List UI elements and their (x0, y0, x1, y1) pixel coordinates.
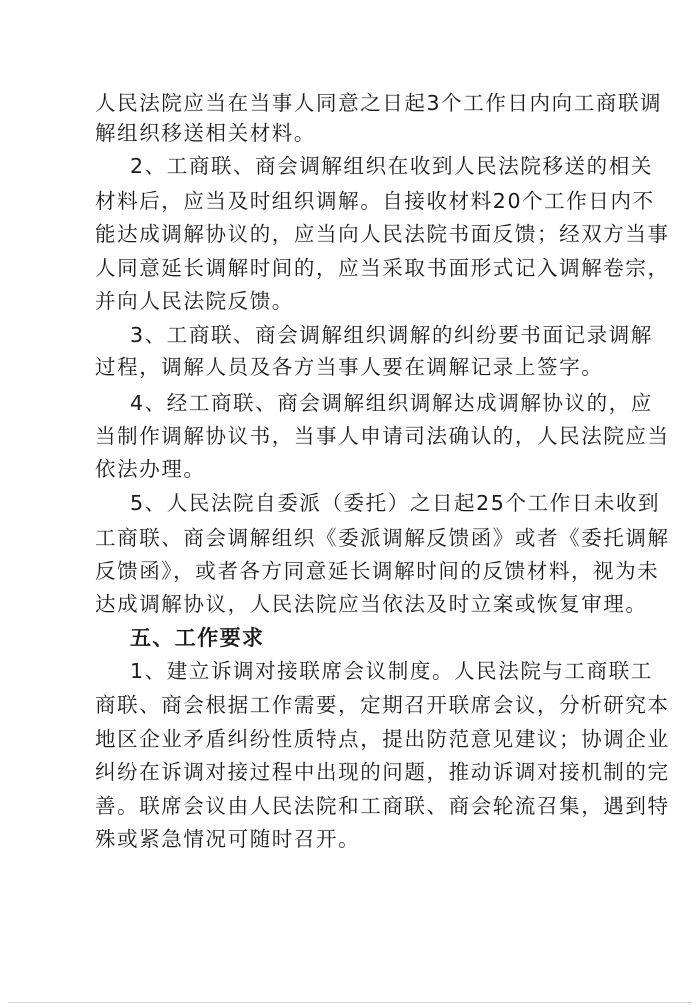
section-heading: 五、工作要求 (130, 626, 265, 650)
text-line: 材料后，应当及时组织调解。自接收材料20个工作日内不 (95, 189, 655, 213)
text-line: 过程，调解人员及各方当事人要在调解记录上签字。 (95, 355, 604, 379)
text-line: 并向人民法院反馈。 (95, 289, 294, 313)
text-line: 纠纷在诉调对接过程中出现的问题，推动诉调对接机制的完 (95, 760, 670, 784)
text-line: 解组织移送相关材料。 (95, 121, 316, 145)
text-line: 反馈函》，或者各方同意延长调解时间的反馈材料，视为未 (95, 559, 660, 583)
paragraph-3-line: 3、工商联、商会调解组织调解的纠纷要书面记录调解 (130, 323, 653, 347)
text-line: 善。联席会议由人民法院和工商联、商会轮流召集，遇到特 (95, 794, 670, 818)
text-line: 人民法院应当在当事人同意之日起3个工作日内向工商联调 (95, 91, 663, 115)
paragraph-2-line: 2、工商联、商会调解组织在收到人民法院移送的相关 (130, 154, 653, 178)
scan-edge-divider (8, 1002, 692, 1003)
text-line: 商联、商会根据工作需要，定期召开联席会议，分析研究本 (95, 693, 670, 717)
paragraph-4-line: 4、经工商联、商会调解组织调解达成调解协议的，应 (130, 391, 653, 415)
text-line: 地区企业矛盾纠纷性质特点，提出防范意见建议；协调企业 (95, 727, 670, 751)
text-line: 殊或紧急情况可随时召开。 (95, 827, 361, 851)
text-line: 当制作调解协议书，当事人申请司法确认的，人民法院应当 (95, 424, 670, 448)
text-line: 工商联、商会调解组织《委派调解反馈函》或者《委托调解 (95, 526, 670, 550)
text-line: 达成调解协议，人民法院应当依法及时立案或恢复审理。 (95, 592, 648, 616)
requirement-1-line: 1、建立诉调对接联席会议制度。人民法院与工商联工 (130, 659, 653, 683)
text-line: 依法办理。 (95, 457, 206, 481)
paragraph-5-line: 5、人民法院自委派（委托）之日起25个工作日未收到 (130, 491, 661, 515)
text-line: 人同意延长调解时间的，应当采取书面形式记入调解卷宗， (95, 256, 670, 280)
text-line: 能达成调解协议的，应当向人民法院书面反馈；经双方当事 (95, 222, 670, 246)
